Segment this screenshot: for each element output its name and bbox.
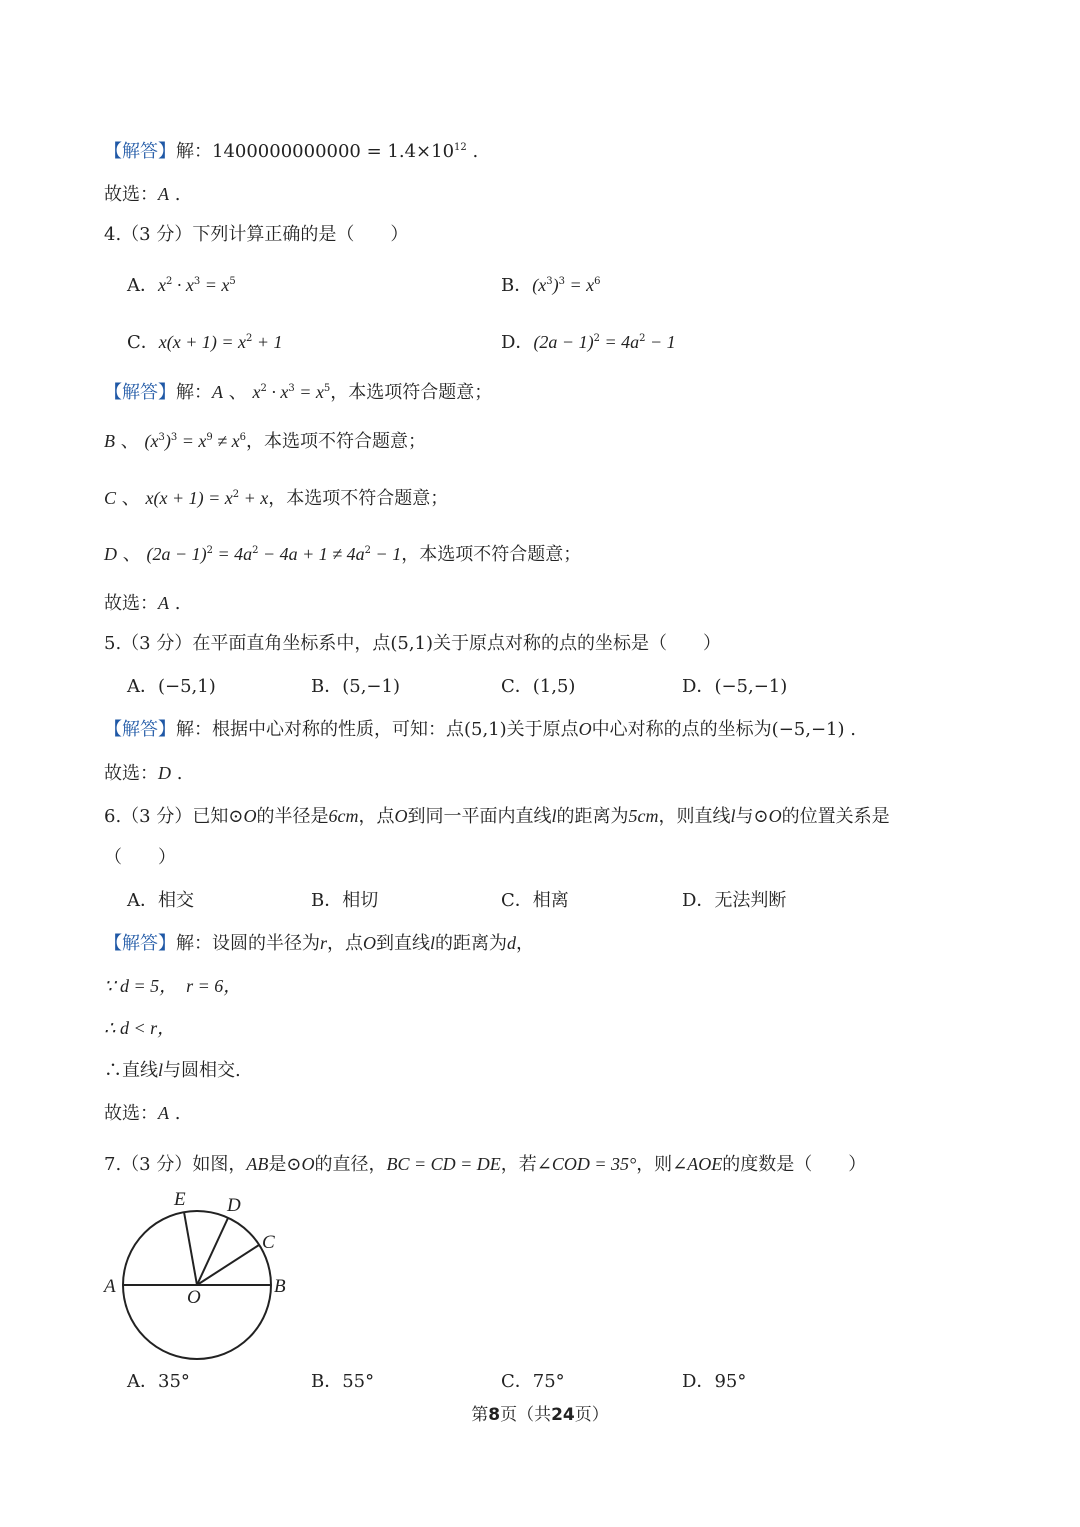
q4-option-c (127, 329, 283, 355)
answer-text: 与圆相交. (163, 1060, 241, 1081)
period: . (171, 763, 183, 784)
math: = x (294, 382, 324, 402)
q5-option-d (682, 674, 787, 700)
radius-oe (184, 1212, 197, 1285)
answer-text: 解：设圆的半径为 (176, 933, 320, 954)
number: 1400000000000 (212, 141, 361, 162)
answer-text: 的距离为 (435, 933, 508, 954)
q7-option-a (127, 1369, 190, 1395)
separator: 、 (117, 544, 147, 565)
therefore-line-1: ∴ d < r， (104, 1018, 176, 1038)
math: · x (266, 382, 289, 402)
option-label: D． (682, 676, 715, 697)
stem-text: 7.（3 分）如图， (104, 1154, 247, 1175)
option-label: B． (311, 1371, 343, 1392)
exponent: 2 (166, 276, 173, 287)
option-ref: B (104, 431, 115, 451)
stem-text: ，则直线 (658, 806, 731, 827)
period: . (466, 141, 479, 162)
label-b: B (274, 1276, 286, 1297)
option-value: 相切 (342, 890, 379, 911)
answer-line-q4-d (104, 541, 581, 567)
math: (5,1) (390, 633, 434, 654)
answer-text: 解：根据中心对称的性质，可知：点 (176, 719, 464, 740)
answer-text: 关于原点 (506, 719, 579, 740)
exponent: 2 (232, 489, 240, 500)
answer-tag: 【解答】 (104, 382, 176, 403)
option-label: D． (682, 890, 715, 911)
answer-line-q6 (104, 930, 534, 956)
exponent: 6 (594, 276, 601, 287)
answer-tag: 【解答】 (104, 719, 176, 740)
choose-answer: A (158, 593, 169, 613)
exponent: 3 (193, 276, 201, 287)
label-a: A (104, 1276, 116, 1297)
q5-option-a (127, 674, 216, 700)
exponent: 6 (239, 432, 246, 443)
option-value: 75° (532, 1371, 565, 1392)
option-label: D． (501, 332, 534, 353)
choose-line-q6 (104, 1100, 180, 1126)
exponent: 3 (288, 383, 295, 394)
q6-option-a (127, 888, 194, 914)
math: ⊙O (753, 806, 782, 826)
q6-option-b (311, 888, 378, 914)
period: . (169, 184, 181, 205)
option-label: A． (127, 1371, 158, 1392)
math: (−5,−1) (771, 719, 845, 740)
choose-line-q5 (104, 760, 182, 786)
stem-text: 关于原点对称的点的坐标是（ ） (433, 633, 722, 654)
math: − 4a + 1 ≠ 4a (258, 544, 365, 564)
stem-text: 的距离为 (556, 806, 629, 827)
math: x(x + 1) = x (145, 488, 233, 508)
math: ∠AOE (672, 1154, 723, 1174)
answer-prefix: 解： (176, 141, 212, 162)
math: l (430, 933, 436, 953)
stem-text: ，点 (358, 806, 395, 827)
option-value: 无法判断 (714, 890, 787, 911)
therefore-line-2 (104, 1057, 241, 1083)
separator: 、 (115, 431, 145, 452)
exponent: 3 (558, 276, 565, 287)
math: (5,1) (464, 719, 507, 740)
math: l (730, 806, 736, 826)
exponent: 3 (158, 432, 165, 443)
answer-text: ，点 (327, 933, 364, 954)
math: BC = CD = DE (386, 1154, 501, 1174)
equation: = 1.4×10 (360, 141, 455, 162)
math: l (158, 1060, 164, 1080)
question-6-stem (104, 803, 890, 829)
math: + 1 (252, 332, 283, 352)
question-6-paren: （ ） (104, 847, 176, 868)
exponent: 2 (206, 545, 213, 556)
choose-label: 故选： (104, 184, 158, 205)
period: . (169, 1103, 181, 1124)
math: ∠COD = 35° (536, 1154, 637, 1174)
period: . (169, 593, 181, 614)
answer-line-q5 (104, 716, 856, 742)
answer-text: 中心对称的点的坐标为 (591, 719, 772, 740)
math: ⊙O (228, 806, 257, 826)
answer-text: 到直线 (376, 933, 431, 954)
option-label: C． (127, 332, 159, 353)
choose-label: 故选： (104, 1103, 158, 1124)
stem-text: 5.（3 分）在平面直角坐标系中，点 (104, 633, 391, 654)
math: = x (564, 275, 595, 295)
math: l (551, 806, 557, 826)
footer-text: 第 (471, 1405, 489, 1425)
math: = 4a (599, 332, 640, 352)
page-footer (0, 1400, 1080, 1425)
stem-text: 到同一平面内直线 (407, 806, 552, 827)
math: (2a − 1) (146, 544, 207, 564)
exponent: 2 (246, 333, 253, 344)
math: = 4a (212, 544, 253, 564)
stem-text: 与 (735, 806, 754, 827)
option-value: (1,5) (532, 676, 576, 697)
math: − 1 (371, 544, 402, 564)
option-label: C． (501, 1371, 533, 1392)
answer-line-q3 (104, 139, 478, 165)
math: x (252, 382, 261, 402)
exponent: 3 (546, 276, 553, 287)
q6-option-d (682, 888, 786, 914)
stem-text: 6.（3 分）已知 (104, 806, 229, 827)
exponent: 2 (252, 545, 259, 556)
stem-text: ，若 (500, 1154, 537, 1175)
option-ref: A (212, 382, 223, 402)
math: ) (552, 275, 559, 295)
q4-option-b (501, 272, 600, 298)
option-value: 55° (342, 1371, 375, 1392)
math: = x (177, 431, 207, 451)
option-label: B． (501, 275, 533, 296)
stem-text: 的直径， (314, 1154, 387, 1175)
circle-diagram (100, 1185, 300, 1365)
math: 6cm (328, 806, 359, 826)
math: x (158, 275, 166, 295)
separator: 、 (116, 488, 146, 509)
answer-line-q4-b (104, 428, 426, 454)
label-d: D (227, 1195, 241, 1216)
math: O (363, 933, 377, 953)
stem-text: 的半径是 (256, 806, 329, 827)
math: ⊙O (286, 1154, 315, 1174)
math: ) (164, 431, 171, 451)
math: (2a − 1) (533, 332, 594, 352)
choose-label: 故选： (104, 763, 158, 784)
stem-text: 的位置关系是 (781, 806, 890, 827)
math: = x (200, 275, 230, 295)
math: O (578, 719, 592, 739)
math: · x (172, 275, 194, 295)
choose-answer: A (158, 184, 169, 204)
comment: ，本选项不符合题意； (401, 544, 582, 565)
math: O (394, 806, 408, 826)
exponent: 2 (260, 383, 267, 394)
exponent: 5 (323, 383, 331, 394)
math: (x (532, 275, 547, 295)
choose-label: 故选： (104, 593, 158, 614)
option-label: C． (501, 676, 533, 697)
exponent: 3 (170, 432, 178, 443)
option-value: 35° (158, 1371, 190, 1392)
option-value: 相离 (532, 890, 569, 911)
q4-option-a (127, 272, 236, 298)
total-pages: 24 (551, 1405, 575, 1425)
math: x(x + 1) = x (158, 332, 247, 352)
math: ≠ x (212, 431, 240, 451)
choose-line-q3 (104, 181, 180, 207)
q7-option-d (682, 1369, 746, 1395)
exponent: 2 (639, 333, 646, 344)
label-c: C (262, 1232, 275, 1253)
q5-option-b (311, 674, 400, 700)
option-label: D． (682, 1371, 715, 1392)
q6-option-c (501, 888, 569, 914)
option-value: (−5,−1) (714, 676, 788, 697)
answer-line-q4-c (104, 485, 448, 511)
choose-line-q4 (104, 590, 180, 616)
option-label: A． (127, 275, 158, 296)
option-value: (5,−1) (342, 676, 400, 697)
math: 5cm (628, 806, 659, 826)
exponent: 9 (206, 432, 213, 443)
option-label: A． (127, 890, 158, 911)
exponent: 12 (454, 142, 467, 153)
math: + x (239, 488, 269, 508)
exponent: 2 (593, 333, 600, 344)
option-label: A． (127, 676, 158, 697)
comment: ，本选项符合题意； (330, 382, 493, 403)
because-line: ∵ d = 5， r = 6， (104, 976, 242, 996)
comment: ，本选项不符合题意； (268, 488, 449, 509)
q7-option-c (501, 1369, 565, 1395)
option-label: B． (311, 890, 343, 911)
math: d (507, 933, 517, 953)
footer-text: 页（共 (500, 1405, 552, 1425)
choose-answer: A (158, 1103, 169, 1123)
math: − 1 (645, 332, 676, 352)
question-4-stem: 4.（3 分）下列计算正确的是（ ） (104, 224, 409, 245)
question-7-stem (104, 1151, 866, 1177)
answer-prefix: 解： (176, 382, 212, 403)
q7-option-b (311, 1369, 374, 1395)
exponent: 5 (229, 276, 236, 287)
math: AB (246, 1154, 269, 1174)
separator: 、 (223, 382, 253, 403)
label-e: E (174, 1189, 186, 1210)
page-number: 8 (488, 1405, 501, 1425)
stem-text: 的度数是（ ） (722, 1154, 867, 1175)
option-ref: D (104, 544, 117, 564)
answer-tag: 【解答】 (104, 141, 176, 162)
option-value: 95° (714, 1371, 747, 1392)
option-value: (−5,1) (158, 676, 216, 697)
q4-option-d (501, 329, 676, 355)
answer-tag: 【解答】 (104, 933, 176, 954)
choose-answer: D (158, 763, 171, 783)
label-o: O (187, 1287, 201, 1308)
question-5-stem (104, 631, 721, 657)
answer-text: ， (516, 933, 535, 954)
option-ref: C (104, 488, 117, 508)
math: r (320, 933, 328, 953)
exponent: 2 (364, 545, 372, 556)
answer-text: ∴直线 (104, 1060, 158, 1081)
comment: ，本选项不符合题意； (245, 431, 426, 452)
footer-text: 页） (574, 1405, 609, 1425)
stem-text: ，则 (636, 1154, 673, 1175)
answer-line-q4-a (104, 379, 492, 405)
option-label: B． (311, 676, 343, 697)
stem-text: 是 (268, 1154, 287, 1175)
option-value: 相交 (158, 890, 194, 911)
option-label: C． (501, 890, 533, 911)
period: . (844, 719, 856, 740)
q5-option-c (501, 674, 575, 700)
math: (x (144, 431, 159, 451)
